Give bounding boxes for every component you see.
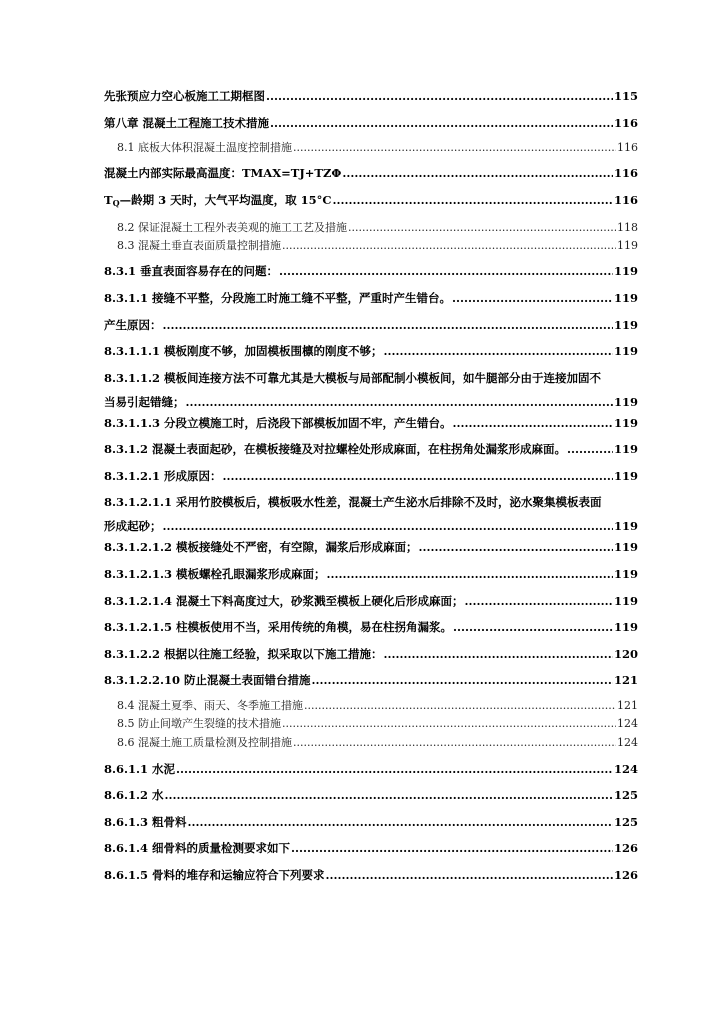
toc-entry[interactable] [104, 761, 638, 777]
toc-page-number: 119 [613, 395, 638, 409]
dot-leader [452, 291, 613, 305]
toc-entry-title: 8.6.1.1 水泥 [104, 762, 176, 776]
toc-entry[interactable] [117, 734, 638, 750]
toc-entry[interactable] [104, 840, 638, 856]
toc-page-number: 115 [613, 89, 638, 103]
toc-entry-title: $T_Q—$龄期 3 天时，大气平均温度，取 15°C [104, 193, 332, 208]
toc-page-number: 116 [613, 116, 638, 130]
dot-leader [270, 116, 613, 130]
toc-entry-title: 8.3.1.2.2.10 防止混凝土表面错台措施 [104, 673, 311, 687]
toc-entry[interactable] [104, 593, 638, 609]
toc-page-number: 119 [613, 594, 638, 608]
toc-page-number: 119 [613, 620, 638, 634]
toc-entry[interactable] [117, 219, 638, 235]
toc-entry[interactable] [117, 237, 638, 253]
toc-entry[interactable] [104, 441, 638, 457]
toc-page-number: 125 [613, 815, 638, 829]
toc-entry-title: 产生原因： [104, 318, 162, 332]
toc-entry-title: 8.4 混凝土夏季、雨天、冬季施工措施 [117, 699, 303, 712]
toc-entry-title: 8.3.1.2.1 形成原因： [104, 469, 222, 483]
toc-entry[interactable] [104, 672, 638, 688]
dot-leader [327, 567, 613, 581]
toc-page-number: 119 [613, 344, 638, 358]
toc-page-number: 120 [613, 647, 638, 661]
toc-entry-title: 8.3.1.2.1.5 柱模板使用不当，采用传统的角模，易在柱拐角漏浆。 [104, 620, 453, 634]
dot-leader [223, 469, 613, 483]
dot-leader [312, 673, 613, 687]
dot-leader [304, 699, 616, 712]
toc-entry-title: 第八章 混凝土工程施工技术措施 [104, 116, 270, 130]
toc-page-number: 119 [613, 442, 638, 456]
dot-leader [176, 762, 613, 776]
dot-leader [186, 395, 613, 409]
toc-page-number: 119 [613, 416, 638, 430]
dot-leader [384, 647, 613, 661]
toc-entry-title: 8.2 保证混凝土工程外表美观的施工工艺及措施 [117, 221, 347, 234]
toc-page-number: 121 [613, 673, 638, 687]
toc-entry-title: 8.3.1.2.1.4 混凝土下料高度过大，砂浆溅至模板上硬化后形成麻面； [104, 594, 464, 608]
dot-leader [163, 318, 613, 332]
toc-page-number: 119 [613, 469, 638, 483]
toc-entry[interactable] [104, 263, 638, 279]
toc-entry[interactable] [104, 415, 638, 431]
toc-page-number: 119 [613, 519, 638, 533]
toc-page-number: 116 [613, 193, 638, 207]
toc-entry[interactable] [104, 343, 638, 359]
toc-entry[interactable] [104, 290, 638, 306]
toc-entry-title: 8.6.1.2 水 [104, 788, 164, 802]
toc-entry[interactable] [104, 165, 638, 181]
toc-entry-title: 8.6.1.3 粗骨料 [104, 815, 187, 829]
dot-leader [453, 416, 613, 430]
toc-entry-title: 8.3.1.1 接缝不平整，分段施工时施工缝不平整，严重时产生错台。 [104, 291, 452, 305]
toc-entry-title: 8.3.1.2.1.2 模板接缝处不严密，有空隙，漏浆后形成麻面； [104, 540, 418, 554]
toc-entry[interactable] [104, 88, 638, 104]
toc-page-number: 124 [617, 736, 638, 749]
dot-leader [342, 166, 613, 180]
dot-leader [188, 815, 613, 829]
dot-leader [266, 89, 613, 103]
toc-entry[interactable] [104, 539, 638, 555]
toc-entry[interactable] [104, 646, 638, 662]
toc-entry-title: 8.3.1.1.1 模板刚度不够，加固模板围檩的刚度不够； [104, 344, 383, 358]
toc-entry[interactable] [104, 814, 638, 830]
dot-leader [293, 736, 616, 749]
toc-entry[interactable] [104, 370, 638, 410]
toc-page-number: 119 [613, 567, 638, 581]
toc-entry-title: 8.3 混凝土垂直表面质量控制措施 [117, 239, 281, 252]
toc-entry-title-continued: 形成起砂； [104, 519, 162, 533]
dot-leader [165, 788, 613, 802]
toc-page-number: 116 [617, 141, 638, 154]
toc-entry-title: 8.3.1.1.2 模板间连接方法不可靠尤其是大模板与局部配制小模板间，如牛腿部分由于连接加固不 [104, 371, 602, 385]
toc-entry[interactable] [117, 715, 638, 731]
toc-entry[interactable] [104, 867, 638, 883]
toc-entry-title: 8.3.1.2.1.3 模板螺栓孔眼漏浆形成麻面； [104, 567, 326, 581]
toc-entry-title: 先张预应力空心板施工工期框图 [104, 89, 265, 103]
dot-leader [279, 264, 613, 278]
toc-entry-title: 8.3.1.1.3 分段立模施工时，后浇段下部模板加固不牢，产生错台。 [104, 416, 452, 430]
toc-entry-title: 混凝土内部实际最高温度：TMAX=TJ+TZΦ [104, 166, 342, 180]
toc-entry[interactable] [104, 494, 638, 534]
toc-entry[interactable] [117, 697, 638, 713]
dot-leader [384, 344, 613, 358]
dot-leader [419, 540, 613, 554]
toc-page-number: 119 [617, 239, 638, 252]
toc-entry[interactable] [104, 566, 638, 582]
dot-leader [453, 620, 613, 634]
toc-page-number: 119 [613, 264, 638, 278]
dot-leader [163, 519, 613, 533]
dot-leader [326, 868, 613, 882]
dot-leader [291, 841, 613, 855]
toc-entry[interactable] [104, 619, 638, 635]
toc-entry[interactable] [104, 192, 638, 208]
toc-entry[interactable] [104, 115, 638, 131]
dot-leader [282, 239, 616, 252]
dot-leader [282, 717, 616, 730]
toc-entry-title-continued: 当易引起错缝； [104, 395, 185, 409]
toc-entry-title: 8.6.1.5 骨料的堆存和运输应符合下列要求 [104, 868, 325, 882]
dot-leader [348, 221, 616, 234]
toc-page-number: 125 [613, 788, 638, 802]
toc-entry-title: 8.5 防止间墩产生裂缝的技术措施 [117, 717, 281, 730]
toc-entry-title: 8.1 底板大体积混凝土温度控制措施 [117, 141, 292, 154]
toc-page-number: 119 [613, 540, 638, 554]
toc-entry[interactable] [117, 139, 638, 155]
toc-page-number: 118 [617, 221, 638, 234]
toc-entry-title: 8.3.1 垂直表面容易存在的问题： [104, 264, 279, 278]
toc-entry-title: 8.6 混凝土施工质量检测及控制措施 [117, 736, 292, 749]
dot-leader [333, 193, 613, 207]
dot-leader [567, 442, 613, 456]
dot-leader [465, 594, 613, 608]
toc-entry-title: 8.3.1.2.2 根据以往施工经验，拟采取以下施工措施： [104, 647, 383, 661]
toc-page-number: 119 [613, 318, 638, 332]
toc-page-number: 126 [613, 868, 638, 882]
toc-page-number: 126 [613, 841, 638, 855]
toc-entry[interactable] [104, 317, 638, 333]
toc-page-number: 121 [617, 699, 638, 712]
toc-entry-title: 8.3.1.2 混凝土表面起砂，在模板接缝及对拉螺栓处形成麻面，在柱拐角处漏浆形成麻面。 [104, 442, 567, 456]
toc-page-number: 116 [613, 166, 638, 180]
toc-page-number: 119 [613, 291, 638, 305]
toc-entry-title: 8.6.1.4 细骨料的质量检测要求如下 [104, 841, 291, 855]
toc-page-number: 124 [617, 717, 638, 730]
toc-page-number: 124 [613, 762, 638, 776]
toc-entry[interactable] [104, 787, 638, 803]
toc-entry-title: 8.3.1.2.1.1 采用竹胶模板后，模板吸水性差，混凝土产生泌水后排除不及时，泌水聚集模板表面 [104, 495, 602, 509]
dot-leader [293, 141, 616, 154]
toc-entry[interactable] [104, 468, 638, 484]
